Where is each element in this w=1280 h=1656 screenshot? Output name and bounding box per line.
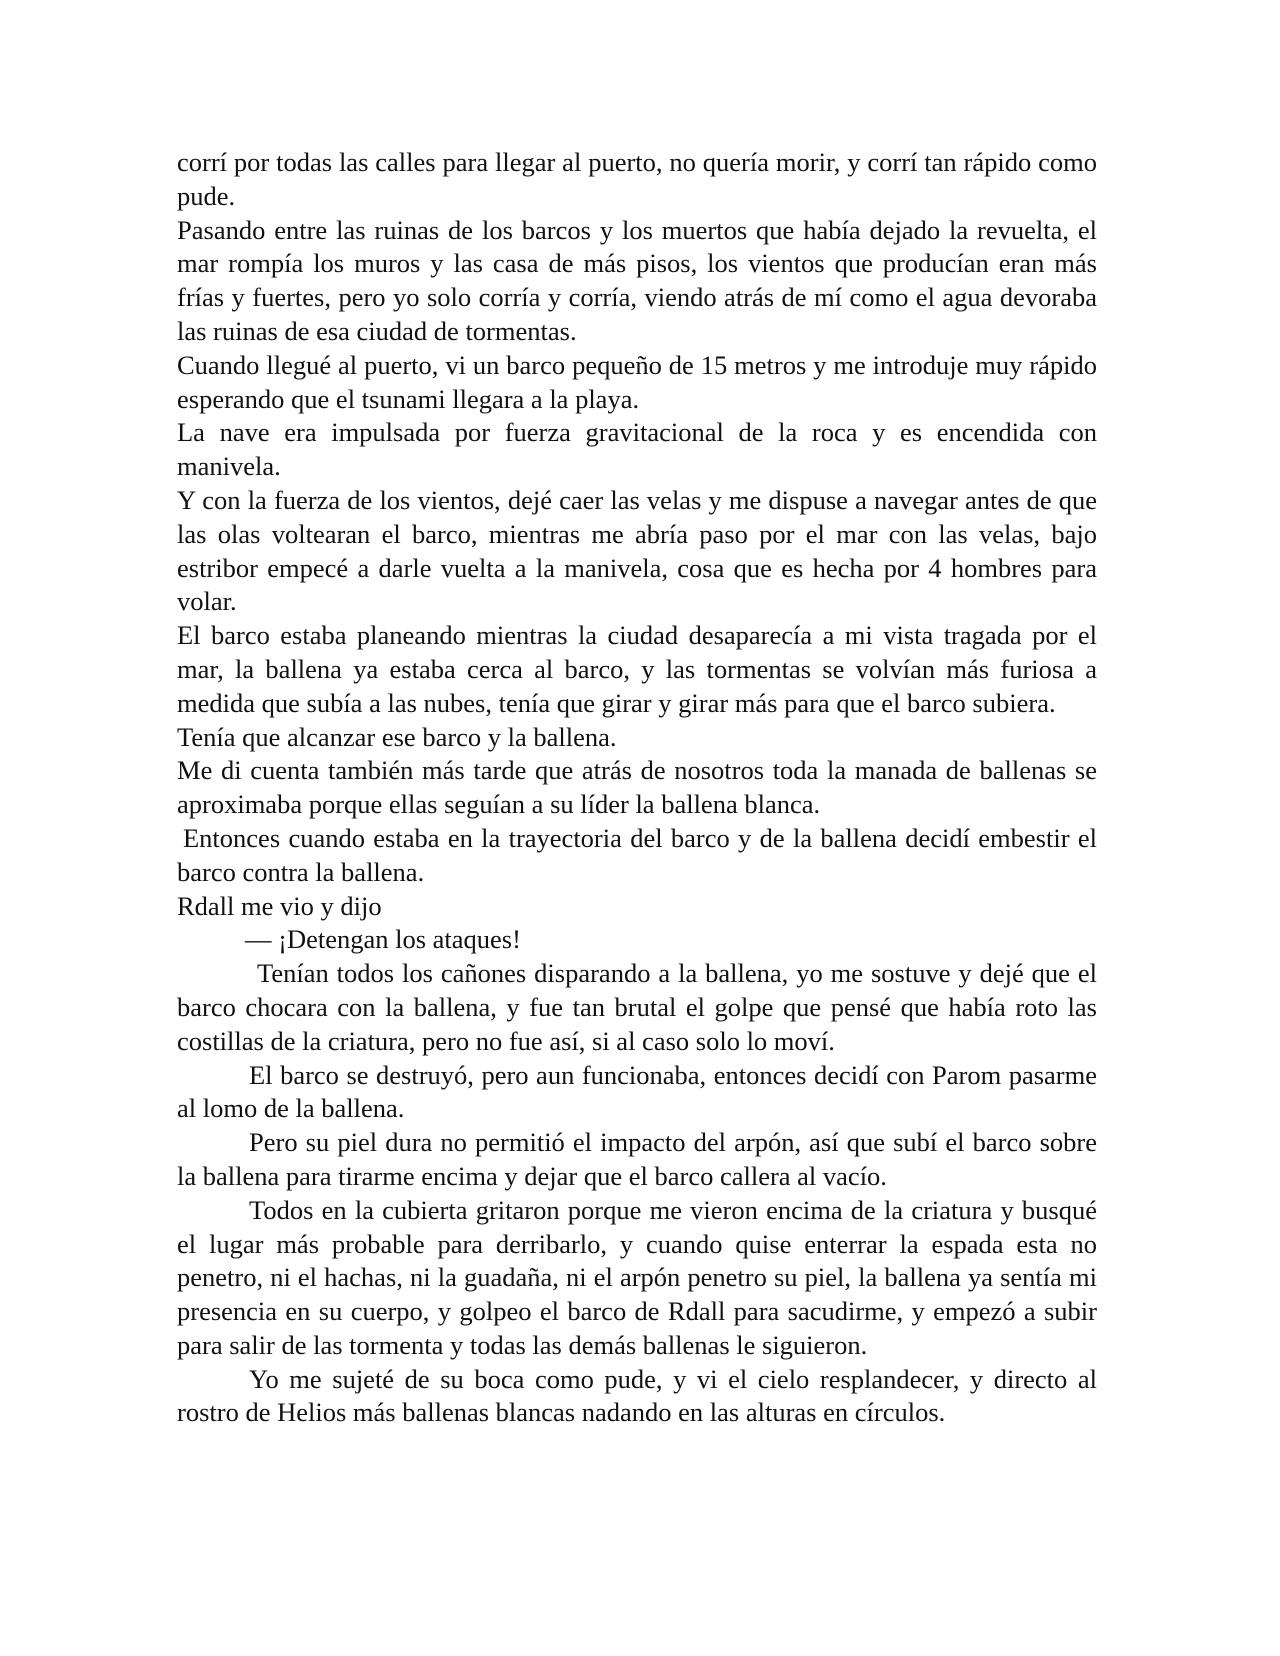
paragraph-12: Tenían todos los cañones disparando a la ballena, yo me sostuve y dejé que el barco chocara con la ballena, y fue tan brutal el golpe que pensé que había roto las costillas de la criatura, pero no fue así, si al caso solo lo moví. xyxy=(177,958,1097,1056)
paragraph-3: Cuando llegué al puerto, vi un barco pequeño de 15 metros y me introduje muy rápido esperando que el tsunami llegara a la playa. xyxy=(177,349,1097,414)
paragraph-16: Yo me sujeté de su boca como pude, y vi el cielo resplandecer, y directo al rostro de Helios más ballenas blancas nadando en las alturas en círculos. xyxy=(177,1363,1097,1428)
paragraph-1: corrí por todas las calles para llegar al puerto, no quería morir, y corrí tan rápido como pude. xyxy=(177,147,1097,211)
dialogue-line: — ¡Detengan los ataques! xyxy=(245,924,521,955)
paragraph-7: Tenía que alcanzar ese barco y la ballena. xyxy=(177,721,617,752)
paragraph-6: El barco estaba planeando mientras la ciudad desaparecía a mi vista tragada por el mar, la ballena ya estaba cerca al barco, y las tormentas se volvían más furiosa a medida que subía a las nubes, tenía que girar y girar más para que el barco subiera. xyxy=(177,620,1097,718)
paragraph-10: Rdall me vio y dijo xyxy=(177,890,382,921)
paragraph-9: Entonces cuando estaba en la trayectoria del barco y de la ballena decidí embestir el barco contra la ballena. xyxy=(177,822,1097,887)
paragraph-2: Pasando entre las ruinas de los barcos y los muertos que había dejado la revuelta, el mar rompía los muros y las casa de más pisos, los vientos que producían eran más frías y fuertes, pero yo solo corría y corría, viendo atrás de mí como el agua devoraba las ruinas de esa ciudad de tormentas. xyxy=(177,214,1097,346)
paragraph-4: La nave era impulsada por fuerza gravitacional de la roca y es encendida con manivela. xyxy=(177,417,1097,482)
paragraph-14: Pero su piel dura no permitió el impacto del arpón, así que subí el barco sobre la ballena para tirarme encima y dejar que el barco callera al vacío. xyxy=(177,1127,1097,1191)
paragraph-15: Todos en la cubierta gritaron porque me vieron encima de la criatura y busqué el lugar más probable para derribarlo, y cuando quise enterrar la espada esta no penetro, ni el hachas, ni la guadaña, ni el arpón penetro su piel, la ballena ya sentía mi presencia en su cuerpo, y golpeo el barco de Rdall para sacudirme, y empezó a subir para salir de las tormenta y todas las demás ballenas le siguieron. xyxy=(177,1194,1097,1360)
paragraph-13: El barco se destruyó, pero aun funcionaba, entonces decidí con Parom pasarme al lomo de la ballena. xyxy=(177,1059,1097,1124)
document-page xyxy=(177,146,1097,1430)
paragraph-5: Y con la fuerza de los vientos, dejé caer las velas y me dispuse a navegar antes de que las olas voltearan el barco, mientras me abría paso por el mar con las velas, bajo estribor empecé a darle vuelta a la manivela, cosa que es hecha por 4 hombres para volar. xyxy=(177,484,1097,617)
paragraph-8: Me di cuenta también más tarde que atrás de nosotros toda la manada de ballenas se aproximaba porque ellas seguían a su líder la ballena blanca. xyxy=(177,755,1097,820)
